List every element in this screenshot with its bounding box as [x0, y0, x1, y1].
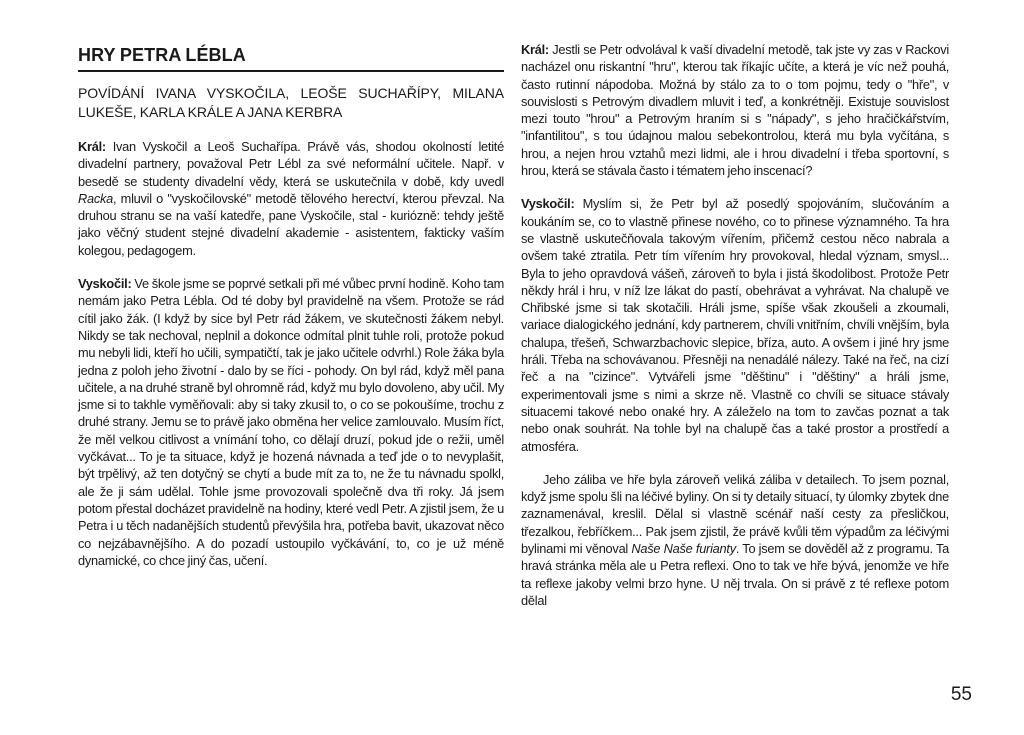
speaker-label: Král:: [78, 139, 106, 154]
speaker-label: Vyskočil:: [78, 276, 132, 292]
paragraph: [521, 471, 949, 609]
paragraph-text: . To jsem se dověděl až z programu. Ta hravá stránka měla ale u Petra reflexi. Ono to tak ve hře bývá, jenomže ve hře ta reflexe jakoby velmi brzo hyne. U něj trvala. On si právě z té reflexe potom dělal: [521, 541, 950, 608]
paragraph-text: Myslím si, že Petr byl až posedlý spojováním, slučováním a koukáním se, co to vlastně přinese nového, co to přinese významného. Ta hra se vlastně uskutečňovala takovým vířením, přičemž cestou něco nabrala a ovšem také ztratila. Petr tím vířením hry provokoval, hledal význam, smysl... Byla to jeho opravdová vášeň, zároveň to byla i jistá škodolibost. Protože Petr někdy hrál i hru, v níž lze lákat do pastí, obehrávat a vyhrávat. Na chalupě ve Chřibské jsme si tak skotačili. Hráli jsme, spíše však zkoušeli a zkoumali, variace dialogického jednání, kdy partnerem, chvíli vnitřním, chvíli vnějším, byla chalupa, třešeň, Schwarzbachovic slepice, bříza, auto. A ovšem i jiné hry jsme hráli. Třeba na schovávanou. Přesněji na nenadálé nálezy. Také na řeč, na cizí řeč a na "cizince". Vytvářeli jsme "děštinu" i "děštiny" a hráli jsme, experimentovali jsme s nimi a skrze ně. Vlastně co chvíli se situace stávaly situacemi takové nebo onaké hry. A záleželo na tom to zavčas poznat a tak nebo onak souhrát. Na tohle byl na chalupě čas a také prostor a prostředí a atmosféra.: [521, 196, 949, 454]
paragraph-text: , mluvil o "vyskočilovské" metodě tělového herectví, kterou převzal. Na druhou stranu se na vaší katedře, pane Vyskočile, stal - kuriózně: tehdy ještě jako věčný student stejné divadelní akademie - asistentem, fakticky vaším kolegou, pedagogem.: [78, 190, 504, 258]
paragraph: [78, 138, 504, 259]
speaker-label: Vyskočil:: [521, 196, 575, 212]
page-number: 55: [950, 684, 972, 705]
title-rule: [78, 70, 504, 72]
paragraph: [521, 41, 949, 179]
right-column: [521, 41, 949, 609]
left-column: [78, 44, 504, 585]
article-title: HRY PETRA LÉBLA: [78, 45, 246, 65]
italic-title: Racka: [78, 190, 114, 206]
left-paragraphs: [78, 138, 504, 569]
paragraph: [521, 195, 949, 454]
paragraph-text: Jeho záliba ve hře byla zároveň veliká záliba v detailech. To jsem poznal, když jsme spolu šli na léčivé byliny. On si ty detaily situací, ty úlomky zbytek dne zaznamenával, kreslil. Dělal si vlastně scénář naší cesty za přesličkou, třezalkou, řebříčkem... Pak jsem zjistil, že právě kvůli těm výpadům za léčivými bylinami mi věnoval: [521, 471, 949, 557]
paragraph: [78, 275, 504, 569]
paragraph-text: Ivan Vyskočil a Leoš Suchařípa. Právě vás, shodou okolností letité divadelní partnery, považoval Petr Lébl za své neformální učitele. Např. v besedě se studenty divadelní vědy, která se uskutečnila v době, kdy uvedl: [78, 139, 504, 189]
paragraph-text: Jestli se Petr odvolával k vaší divadelní metodě, tak jste vy zas v Rackovi nacházel onu riskantní "hru", kterou tak říkajíc učíte, a která je víc než pouhá, často rutinní nápodoba. Možná by stálo za to o tom pojmu, tedy o "hře", v souvislosti s Petrovým divadlem mluvit i teď, a konkrétněji. Existuje souvislost mezi touto "hrou" a Petrovým hraním si s "nápady", s jeho hračičkářstvím, "infantilitou", s tou údajnou malou sebekontrolou, která mu byla vyčítána, s hrou, a nejen hrou vztahů mezi lidmi, ale i hrou divadelní i třeba sportovní, s hrou, která se stávala často i tématem jeho inscenací?: [521, 42, 949, 179]
article-subtitle: POVÍDÁNÍ IVANA VYSKOČILA, LEOŠE SUCHAŘÍPY, MILANA LUKEŠE, KARLA KRÁLE A JANA KERBRA: [78, 85, 504, 120]
paragraph-text: Ve škole jsme se poprvé setkali při mé vůbec první hodině. Koho tam nemám jako Petra Lébla. Od té doby byl pravidelně na všem. Protože se rád cítil jako žák. (I když by sice byl Petr rád žákem, ve skutečnosti žákem nebyl. Nikdy se tak nechoval, neplnil a dokonce odmítal plnit tuhle roli, protože pokud mu nebyli lidi, kteří ho učili, sympatičtí, tak je jako učitele odvrhl.) Role žáka byla jedna z poloh jeho životní - dalo by se říci - pohody. On byl rád, když měl pana učitele, a na druhé straně byl ohromně rád, když mu bylo dovoleno, aby učil. My jsme si to takhle vyměňovali: aby si taky zkusil to, o co se pokoušíme, trochu z druhé strany. Jemu se to právě jako obměna her velice zamlouvalo. Musím říct, že měl velkou citlivost a vnímání toho, co dělají druzí, pokud jde o režii, uměl vyčkávat... To je ta situace, když je hozená návnada a teď jde o to nevyplašit, být trpělivý, až ten dotyčný se chytí a bude mít za to, ne že tu návnadu spolkl, ale že ji sám udělal. Tohle jsme provozovali společně dva tři roky. Já jsem potom přestal docházet pravidelně na hodiny, které vedl Petr. A zjistil jsem, že u Petra i u těch nadanějších studentů převýšila hra, potřeba bavit, ukazovat něco co nejzábavnějšího. A do pozadí ustoupilo vyčkávání, to, co je už méně dynamické, co chce jiný čas, učení.: [78, 276, 504, 568]
right-paragraphs: [521, 41, 949, 609]
speaker-label: Král:: [521, 42, 549, 57]
italic-title: Naše Naše furianty: [631, 541, 736, 557]
